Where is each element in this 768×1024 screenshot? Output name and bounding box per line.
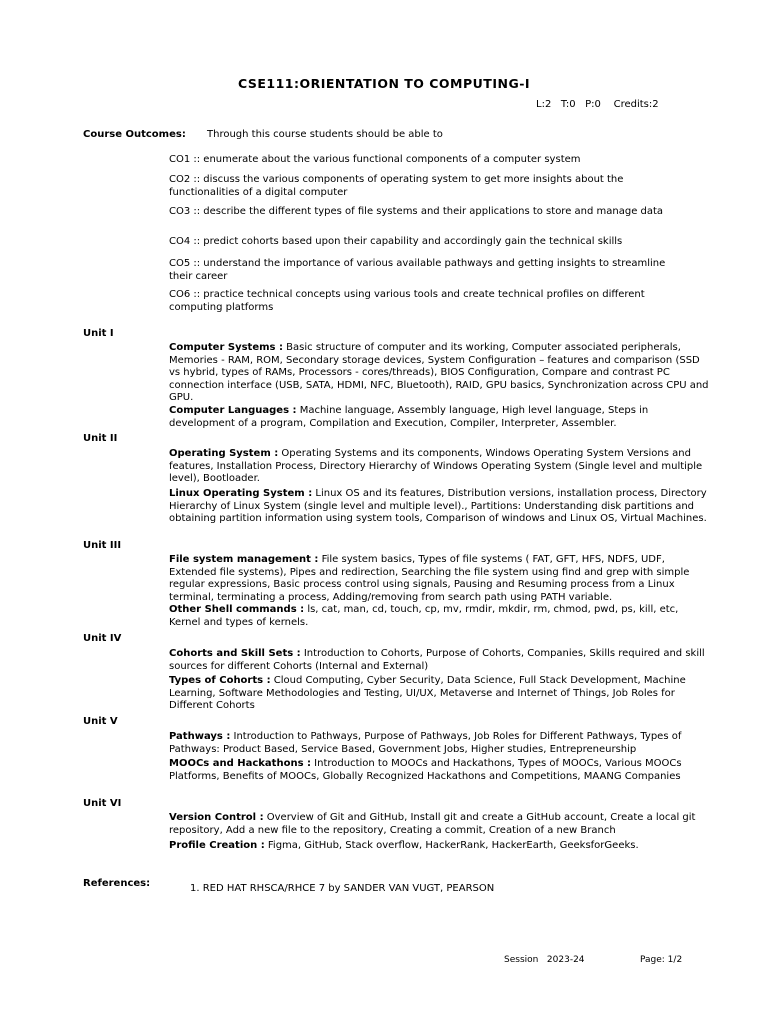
topic-heading: Cohorts and Skill Sets :	[169, 648, 301, 659]
unit-topic	[169, 488, 709, 526]
unit-label: Unit V	[83, 716, 118, 727]
course-outcome-item: CO1 :: enumerate about the various functional components of a computer system	[169, 154, 581, 165]
unit-topic	[169, 448, 709, 486]
unit-topic	[169, 342, 709, 405]
unit-topic	[169, 840, 709, 853]
topic-text: Linux OS and its features, Distribution versions, installation process, Directory Hierarchy of Linux System (single level and multiple level)., Partitions: Understanding disk partitions and obtaining partition information using system tools, Comparison of windows and Linux OS, Virtual Machines.	[169, 488, 707, 524]
credits-info: L:2 T:0 P:0 Credits:2	[536, 99, 659, 110]
page-number: Page: 1/2	[640, 955, 683, 965]
topic-text: File system basics, Types of file systems ( FAT, GFT, HFS, NDFS, UDF, Extended file systems), Pipes and redirection, Searching the file system using find and grep with simple regular expressions, Basic process control using signals, Pausing and Resuming process from a Linux terminal, terminating a process, Adding/removing from search path using PATH variable.	[169, 554, 690, 603]
course-outcome-item: CO4 :: predict cohorts based upon their capability and accordingly gain the technical skills	[169, 236, 623, 247]
unit-topic	[169, 758, 709, 783]
reference-item: 1. RED HAT RHSCA/RHCE 7 by SANDER VAN VUGT, PEARSON	[190, 883, 495, 894]
references-label: References:	[83, 878, 151, 889]
course-outcome-item: CO2 :: discuss the various components of operating system to get more insights about the functionalities of a digital computer	[169, 174, 624, 198]
course-title: CSE111:ORIENTATION TO COMPUTING-I	[237, 76, 531, 91]
unit-topic	[169, 604, 709, 629]
unit-topic	[169, 648, 709, 673]
course-outcomes-intro: Through this course students should be able to	[207, 129, 443, 140]
unit-topic	[169, 675, 709, 713]
topic-heading: Profile Creation :	[169, 840, 265, 851]
topic-heading: Linux Operating System :	[169, 488, 313, 499]
course-outcome-item: CO6 :: practice technical concepts using various tools and create technical profiles on different computing platforms	[169, 289, 645, 313]
unit-topic	[169, 731, 709, 756]
topic-text: Introduction to Pathways, Purpose of Pathways, Job Roles for Different Pathways, Types of Pathways: Product Based, Service Based, Government Jobs, Higher studies, Entrepreneurship	[169, 731, 682, 755]
topic-heading: Computer Languages :	[169, 405, 297, 416]
topic-heading: Computer Systems :	[169, 342, 283, 353]
topic-text: Introduction to MOOCs and Hackathons, Types of MOOCs, Various MOOCs Platforms, Benefits of MOOCs, Globally Recognized Hackathons and Competitions, MAANG Companies	[169, 758, 682, 782]
topic-text: Machine language, Assembly language, High level language, Steps in development of a program, Compilation and Execution, Compiler, Interpreter, Assembler.	[169, 405, 649, 429]
session-info: Session 2023-24	[504, 955, 585, 965]
topic-text: Basic structure of computer and its working, Computer associated peripherals, Memories - RAM, ROM, Secondary storage devices, System Configuration – features and comparison (SSD vs hybrid, types of RAMs, Processors - cores/threads), BIOS Configuration, Compare and contrast PC connection interface (USB, SATA, HDMI, NFC, Bluetooth), RAID, GPU basics, Synchronization across CPU and GPU.	[169, 342, 709, 403]
unit-label: Unit II	[83, 433, 118, 444]
unit-label: Unit I	[83, 328, 114, 339]
unit-topic	[169, 405, 709, 430]
topic-heading: Version Control :	[169, 812, 264, 823]
topic-heading: File system management :	[169, 554, 319, 565]
unit-label: Unit III	[83, 540, 122, 551]
topic-heading: MOOCs and Hackathons :	[169, 758, 311, 769]
unit-label: Unit IV	[83, 633, 122, 644]
unit-label: Unit VI	[83, 798, 122, 809]
topic-text: Operating Systems and its components, Windows Operating System Versions and features, Installation Process, Directory Hierarchy of Windows Operating System (Single level and multiple level), Bootloader.	[169, 448, 703, 484]
topic-heading: Types of Cohorts :	[169, 675, 271, 686]
topic-text: Figma, GitHub, Stack overflow, HackerRank, HackerEarth, GeeksforGeeks.	[264, 840, 639, 851]
topic-text: Overview of Git and GitHub, Install git and create a GitHub account, Create a local git repository, Add a new file to the repository, Creating a commit, Creation of a new Branch	[169, 812, 696, 836]
topic-text: Introduction to Cohorts, Purpose of Cohorts, Companies, Skills required and skill sources for different Cohorts (Internal and External)	[169, 648, 705, 672]
course-outcome-item: CO3 :: describe the different types of file systems and their applications to store and manage data	[169, 206, 664, 217]
topic-heading: Operating System :	[169, 448, 279, 459]
unit-topic	[169, 812, 709, 837]
unit-topic	[169, 554, 709, 604]
topic-text: ls, cat, man, cd, touch, cp, mv, rmdir, mkdir, rm, chmod, pwd, ps, kill, etc, Kernel and types of kernels.	[169, 604, 679, 628]
topic-text: Cloud Computing, Cyber Security, Data Science, Full Stack Development, Machine Learning, Software Methodologies and Testing, UI/UX, Metaverse and Internet of Things, Job Roles for Different Cohorts	[169, 675, 686, 711]
topic-heading: Pathways :	[169, 731, 231, 742]
course-outcomes-label: Course Outcomes:	[83, 129, 186, 140]
course-outcome-item: CO5 :: understand the importance of various available pathways and getting insights to streamline their career	[169, 258, 666, 282]
topic-heading: Other Shell commands :	[169, 604, 305, 615]
